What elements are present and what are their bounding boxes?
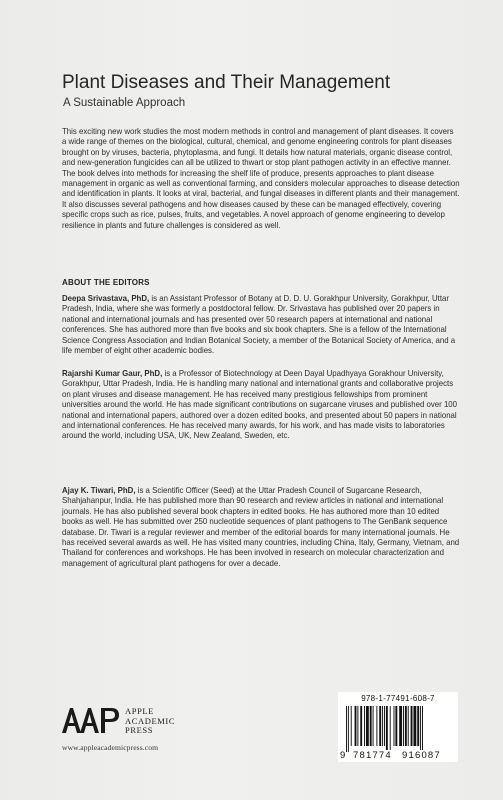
- editor-bio-text: is a Scientific Officer (Seed) at the Uttar Pradesh Council of Sugarcane Research, Shahjahanpur, India. He has published more than 90 research and review articles in national and international journals. He has also published several book chapters in edited books. He has authored more than 10 edited books as well. He has submitted over 250 nucleotide sequences of plant pathogens to The GenBank sequence database. Dr. Tiwari is a regular reviewer and member of the editorial boards for many international journals. He has received several awards as well. He has visited many countries, including China, Italy, Germany, Vietnam, and Thailand for conferences and workshops. He has been involved in research on molecular characterization and management of agricultural plant pathogens for over a decade.: [62, 486, 460, 568]
- editor-bio-text: is a Professor of Biotechnology at Deen Dayal Upadhyaya Gorakhour University, Gorakhpur, Uttar Pradesh, India. He is handling many national and international grants and collaborative projects on plant viruses and disease management. He has received many prestigious fellowships from prominent universities around the world. He has made significant contributions on sugarcane viruses and published over 100 national and international papers, authored over a dozen edited books, and presented about 50 papers in national and international conferences. He has received many awards, for his work, and has made visits to laboratories around the world, including USA, UK, New Zealand, Sweden, etc.: [62, 369, 458, 441]
- barcode-bar: [394, 706, 395, 746]
- publisher-name: APPLE ACADEMIC PRESS: [125, 706, 176, 735]
- barcode-bar: [395, 706, 397, 746]
- barcode-bar: [379, 706, 381, 746]
- barcode-bar: [355, 706, 357, 746]
- isbn-label: 978-1-77491-608-7: [361, 694, 435, 703]
- barcode-bar: [403, 706, 404, 746]
- editor-name: Ajay K. Tiwari, PhD,: [62, 486, 136, 495]
- barcode-bar: [420, 706, 421, 752]
- publisher-url: www.appleacademicpress.com: [62, 743, 159, 752]
- book-title: Plant Diseases and Their Management: [62, 72, 391, 93]
- barcode-bar: [413, 706, 416, 746]
- barcode-bars: [342, 706, 454, 752]
- barcode-bar: [411, 706, 413, 746]
- about-editors-heading: ABOUT THE EDITORS: [62, 278, 150, 287]
- barcode-bar: [373, 706, 374, 746]
- editor-bio-text: is an Assistant Professor of Botany at D. D. U. Gorakhpur University, Gorakhpur, Uttar Pradesh, India, where she was formerly a postdoctoral fellow. Dr. Srivastava has published over 20 papers in national and international journals and has presented over 50 research papers at international and national conferences. She has authored more than five books and six book chapters. She is a fellow of the International Science Congress Association and Indian Botanical Society, a member of the Botanical Society of America, and a life member of eight other academic bodies.: [62, 294, 456, 356]
- editor-bio-3: [62, 486, 460, 569]
- barcode-bar: [351, 706, 352, 746]
- aap-logo-mark: [62, 704, 120, 734]
- barcode-bar: [348, 706, 349, 752]
- barcode-bar: [405, 706, 407, 746]
- barcode-bar: [346, 706, 347, 752]
- editor-name: Deepa Srivastava, PhD,: [62, 294, 150, 303]
- barcode-bar: [364, 706, 365, 746]
- barcode-bar: [384, 706, 385, 746]
- barcode-bar: [366, 706, 369, 746]
- barcode-digit-first: 9: [340, 750, 346, 761]
- editor-bio-1: [62, 294, 460, 356]
- barcode-bar: [360, 706, 362, 746]
- barcode-bar: [386, 706, 388, 752]
- book-subtitle: A Sustainable Approach: [63, 97, 186, 109]
- barcode-bar: [417, 706, 419, 746]
- barcode-bar: [370, 706, 372, 746]
- barcode-bar: [357, 706, 358, 746]
- isbn-barcode: [338, 692, 458, 762]
- editor-bio-2: [62, 369, 460, 442]
- barcode-digits-left: 781774: [353, 750, 392, 761]
- barcode-bar: [408, 706, 409, 746]
- barcode-bar: [390, 706, 391, 752]
- barcode-bar: [399, 706, 402, 746]
- barcode-bar: [376, 706, 377, 746]
- barcode-bar: [422, 706, 423, 752]
- book-description: This exciting new work studies the most modern methods in control and management of plant diseases. It covers a wide range of themes on the biological, cultural, chemical, and genome engineering controls for plant diseases brought on by viruses, bacteria, phytoplasma, and fungi. It details how natural materials, organic disease control, and new-generation fungicides can all be utilized to thwart or stop plant pathogen activity in an effective manner. The book delves into methods for increasing the shelf life of produce, presents approaches to plant disease management in organic as well as conventional farming, and considers molecular approaches to disease detection and identification in plants. It looks at viral, bacterial, and fungal diseases in different plants and their management. It also discusses several pathogens and how diseases caused by these can be managed effectively, covering specific crops such as rice, pulses, fruits, and vegetables. A novel approach of genome engineering to develop resilience in plants and future challenges is considered as well.: [62, 127, 460, 230]
- editor-name: Rajarshi Kumar Gaur, PhD,: [62, 369, 163, 378]
- barcode-bar: [382, 706, 383, 746]
- barcode-digits-right: 916087: [402, 750, 441, 761]
